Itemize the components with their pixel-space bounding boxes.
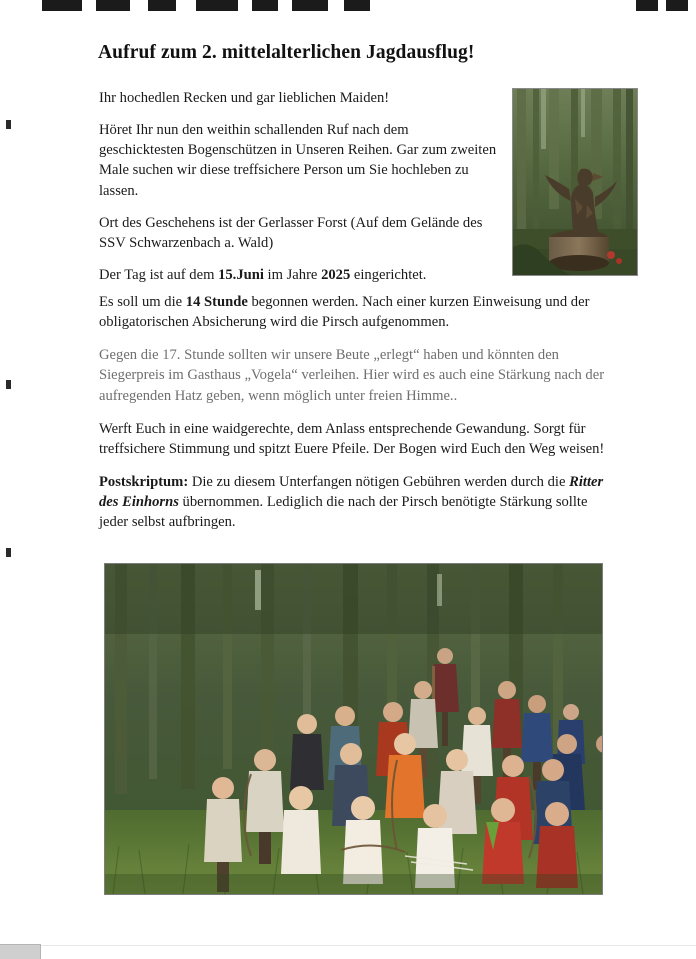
scanner-left-tick (6, 380, 11, 389)
date-middle: im Jahre (263, 266, 322, 283)
paragraph-location: Ort des Geschehens ist der Gerlasser Forst (Auf dem Gelände des SSV Schwarzenbach a. Wald) (99, 214, 483, 251)
date-suffix: eingerichtet. (350, 266, 427, 283)
paragraph-postscript (99, 472, 616, 532)
scanner-left-tick (6, 548, 11, 557)
organization-name: Ritter des Einhorns (99, 473, 604, 510)
postscript-label: Postskriptum: (99, 473, 189, 490)
paragraph-attire: Werft Euch in eine waidgerechte, dem Anlass entsprechende Gewandung. Sorgt für treffsichere Stimmung und spitzt Euere Pfeile. Der Bogen wird Euch den Weg weisen! (99, 420, 605, 457)
scanner-left-tick (6, 120, 11, 129)
scanner-bottom-line (0, 945, 696, 946)
event-year: 2025 (321, 266, 351, 283)
postscript-text-after: übernommen. Lediglich die nach der Pirsch benötigte Stärkung sollte jeder selbst aufbringen. (99, 494, 588, 531)
paragraph-time (99, 292, 616, 332)
wooden-eagle-photo (512, 88, 638, 276)
paragraph-date (99, 265, 497, 285)
event-time: 14 Stunde (185, 294, 248, 310)
time-prefix: Es soll um die (99, 294, 186, 310)
date-prefix: Der Tag ist auf dem (99, 266, 219, 283)
time-suffix: begonnen werden. Nach einer kurzen Einweisung und der obligatorischen Absicherung wird die Pirsch aufgenommen. (99, 294, 590, 331)
salutation: Ihr hochedlen Recken und gar lieblichen Maiden! (99, 90, 390, 106)
main-text-block (99, 292, 616, 545)
group-photo-graphic (105, 564, 602, 894)
scanner-page-edge (0, 944, 41, 959)
paragraph-call: Höret Ihr nun den weithin schallenden Ruf nach dem geschicktesten Bogenschützen in Unseren Reihen. Gar zum zweiten Male suchen wir diese treffsichere Person um Sie hochleben zu lassen. (99, 122, 497, 199)
postscript-text-before: Die zu diesem Unterfangen nötigen Gebühren werden durch die (188, 473, 570, 490)
group-photo (104, 563, 603, 895)
paragraph-evening: Gegen die 17. Stunde sollten wir unsere Beute „erlegt“ haben und könnten den Siegerpreis im Gasthaus „Vogela“ verleihen. Hier wird es auch eine Stärkung nach der aufregenden Hatz geben, wenn möglich unter freien Himme.. (99, 347, 605, 404)
page-title: Aufruf zum 2. mittelalterlichen Jagdausflug! (98, 42, 475, 63)
wooden-eagle-photo-graphic (513, 89, 637, 275)
event-date: 15.Juni (218, 266, 264, 283)
scanner-edge-marks (0, 0, 696, 16)
intro-text-block (99, 88, 497, 296)
